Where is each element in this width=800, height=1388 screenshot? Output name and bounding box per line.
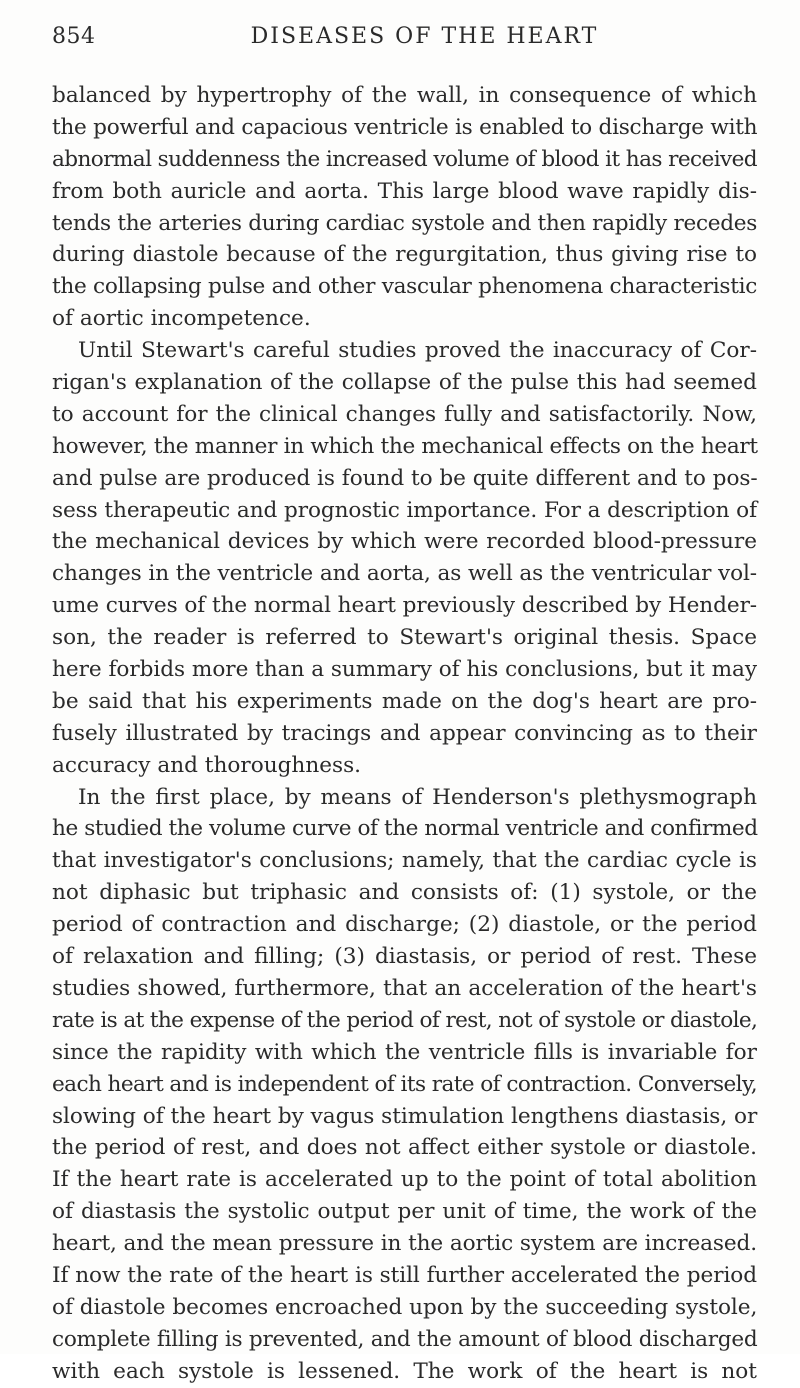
text-line: rate is at the expense of the period of rest, not of systole or diastole, — [52, 1007, 758, 1033]
text-line: not diphasic but triphasic and consists of: (1) systole, or the — [52, 880, 757, 906]
text-line: abnormal suddenness the increased volume of blood it has received — [52, 146, 758, 172]
text-line: each heart and is independent of its rate of contraction. Conversely, — [52, 1071, 757, 1097]
text-line: studies showed, furthermore, that an acceleration of the heart's — [52, 975, 757, 1001]
text-line: balanced by hypertrophy of the wall, in consequence of which — [52, 83, 757, 108]
text-line: Until Stewart's careful studies proved the inaccuracy of Cor- — [78, 338, 757, 364]
running-head — [52, 24, 757, 64]
text-line: of diastole becomes encroached upon by the succeeding systole, — [52, 1294, 758, 1320]
text-line: ume curves of the normal heart previously described by Hender- — [52, 593, 758, 619]
text-line: of aortic incompetence. — [52, 306, 311, 332]
text-line: period of contraction and discharge; (2) diastole, or the period — [52, 912, 757, 938]
text-line: the period of rest, and does not affect either systole or diastole. — [52, 1135, 757, 1161]
text-line: tends the arteries during cardiac systole and then rapidly recedes — [52, 210, 757, 236]
text-line: he studied the volume curve of the normal ventricle and confirmed — [52, 816, 758, 842]
text-line: fusely illustrated by tracings and appear convincing as to their — [52, 720, 757, 746]
page-number: 854 — [52, 24, 96, 49]
text-line: that investigator's conclusions; namely, that the cardiac cycle is — [52, 848, 757, 874]
text-line: the collapsing pulse and other vascular phenomena characteristic — [52, 274, 757, 300]
text-line: be said that his experiments made on the dog's heart are pro- — [52, 688, 757, 714]
text-line: the powerful and capacious ventricle is enabled to discharge with — [52, 114, 758, 140]
text-line: to account for the clinical changes fully and satisfactorily. Now, — [52, 401, 757, 427]
text-line: accuracy and thoroughness. — [52, 752, 362, 778]
text-line: since the rapidity with which the ventricle fills is invariable for — [52, 1039, 757, 1065]
text-line: changes in the ventricle and aorta, as well as the ventricular vol- — [52, 561, 757, 587]
text-line: of relaxation and filling; (3) diastasis, or period of rest. These — [52, 944, 757, 970]
text-line: during diastole because of the regurgitation, thus giving rise to — [52, 242, 757, 268]
text-line: heart, and the mean pressure in the aortic system are increased. — [52, 1231, 757, 1257]
text-line: and pulse are produced is found to be quite different and to pos- — [52, 465, 758, 491]
text-line: rigan's explanation of the collapse of the pulse this had seemed — [52, 370, 757, 396]
text-line: from both auricle and aorta. This large blood wave rapidly dis- — [52, 178, 757, 204]
text-line: with each systole is lessened. The work of the heart is not — [52, 1358, 757, 1384]
text-line: however, the manner in which the mechanical effects on the heart — [52, 433, 758, 459]
text-line: of diastasis the systolic output per unit of time, the work of the — [52, 1199, 757, 1225]
text-line: If the heart rate is accelerated up to the point of total abolition — [52, 1167, 757, 1193]
text-line: If now the rate of the heart is still further accelerated the period — [52, 1262, 757, 1288]
text-line: In the first place, by means of Henderson's plethysmograph — [78, 784, 757, 810]
text-line: the mechanical devices by which were recorded blood-pressure — [52, 529, 757, 555]
running-head-title: DISEASES OF THE HEART — [250, 24, 599, 49]
text-line: complete filling is prevented, and the amount of blood discharged — [52, 1326, 758, 1352]
body-text — [52, 80, 757, 1388]
text-line: slowing of the heart by vagus stimulation lengthens diastasis, or — [52, 1103, 758, 1129]
text-line: here forbids more than a summary of his conclusions, but it may — [52, 657, 757, 683]
text-line: son, the reader is referred to Stewart's original thesis. Space — [52, 625, 757, 651]
text-line: sess therapeutic and prognostic importance. For a description of — [52, 497, 757, 523]
